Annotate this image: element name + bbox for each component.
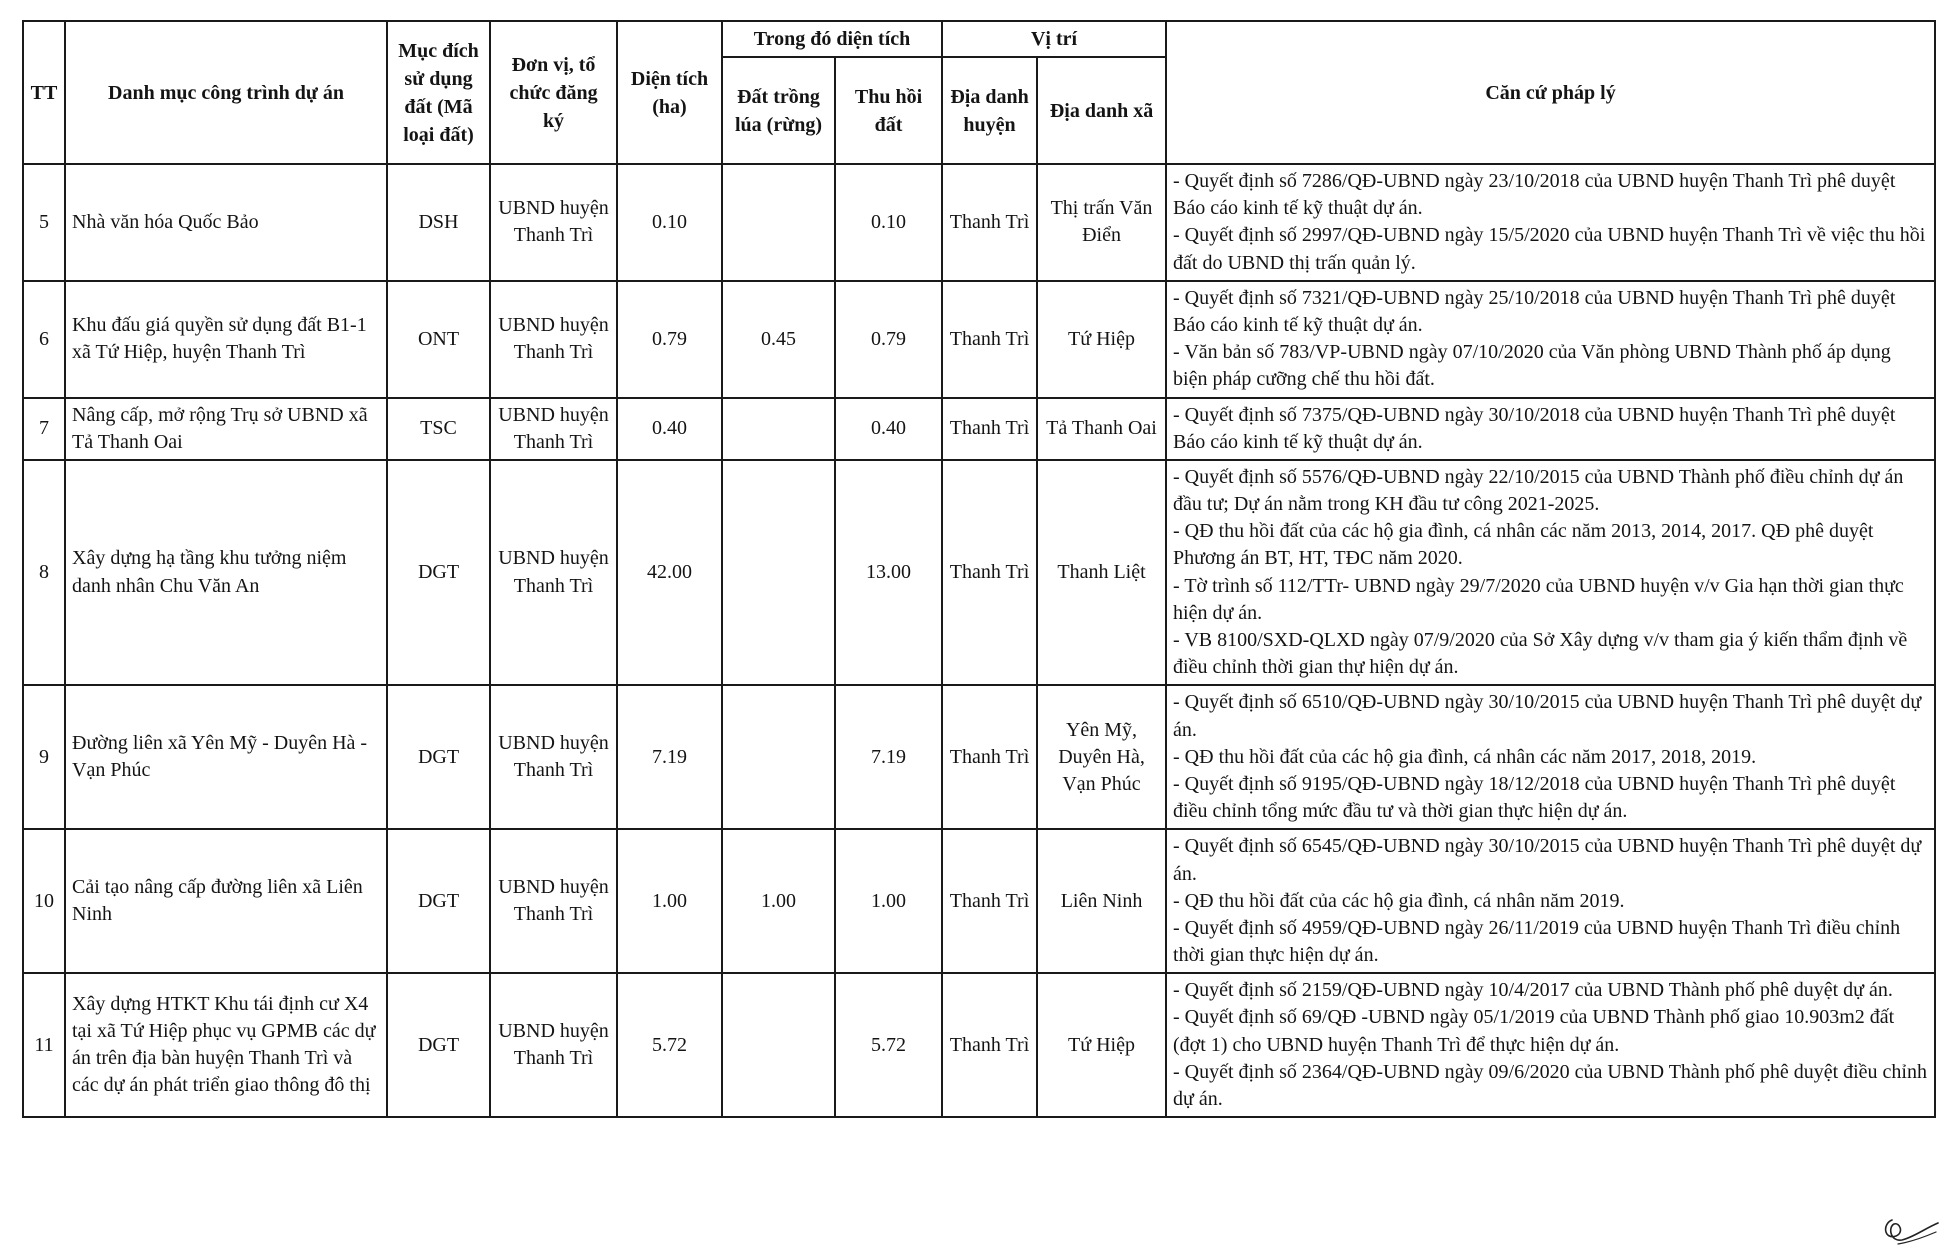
legal-basis-cell — [1166, 973, 1935, 1117]
header-commune: Địa danh xã — [1037, 57, 1166, 164]
registering-unit-cell: UBND huyện Thanh Trì — [490, 829, 617, 973]
commune-cell: Tứ Hiệp — [1037, 973, 1166, 1117]
header-purpose: Mục đích sử dụng đất (Mã loại đất) — [387, 21, 490, 164]
legal-basis-line: - Quyết định số 7286/QĐ-UBND ngày 23/10/2018 của UBND huyện Thanh Trì phê duyệt Báo cáo kinh tế kỹ thuật dự án. — [1173, 170, 1896, 220]
district-cell: Thanh Trì — [942, 281, 1037, 398]
land-use-code-cell: DGT — [387, 460, 490, 686]
commune-cell: Liên Ninh — [1037, 829, 1166, 973]
header-area: Diện tích (ha) — [617, 21, 722, 164]
legal-basis-cell — [1166, 398, 1935, 460]
recovered-land-area-cell: 1.00 — [835, 829, 942, 973]
area-cell: 0.10 — [617, 164, 722, 281]
district-cell: Thanh Trì — [942, 829, 1037, 973]
district-cell: Thanh Trì — [942, 973, 1037, 1117]
land-use-code-cell: DGT — [387, 829, 490, 973]
row-number-cell: 8 — [23, 460, 65, 686]
registering-unit-cell: UBND huyện Thanh Trì — [490, 281, 617, 398]
registering-unit-cell: UBND huyện Thanh Trì — [490, 460, 617, 686]
legal-basis-line: - Quyết định số 2364/QĐ-UBND ngày 09/6/2020 của UBND Thành phố phê duyệt điều chỉnh dự án. — [1173, 1060, 1927, 1110]
row-number-cell: 7 — [23, 398, 65, 460]
legal-basis-line: - Quyết định số 2159/QĐ-UBND ngày 10/4/2017 của UBND Thành phố phê duyệt dự án. — [1173, 979, 1893, 1002]
land-use-code-cell: DGT — [387, 973, 490, 1117]
project-name-cell: Đường liên xã Yên Mỹ - Duyên Hà - Vạn Phúc — [65, 685, 387, 829]
legal-basis-cell — [1166, 685, 1935, 829]
area-cell: 42.00 — [617, 460, 722, 686]
table-row — [23, 829, 1935, 973]
registering-unit-cell: UBND huyện Thanh Trì — [490, 685, 617, 829]
area-cell: 5.72 — [617, 973, 722, 1117]
legal-basis-line: - VB 8100/SXD-QLXD ngày 07/9/2020 của Sở Xây dựng v/v tham gia ý kiến thẩm định về điều chỉnh thời gian thự hiện dự án. — [1173, 629, 1908, 679]
legal-basis-line: - Quyết định số 2997/QĐ-UBND ngày 15/5/2020 của UBND huyện Thanh Trì về việc thu hồi đất do UBND thị trấn quản lý. — [1173, 224, 1926, 274]
legal-basis-line: - Văn bản số 783/VP-UBND ngày 07/10/2020 của Văn phòng UBND Thành phố áp dụng biện pháp cưỡng chế thu hồi đất. — [1173, 341, 1891, 391]
legal-basis-cell — [1166, 281, 1935, 398]
table-row — [23, 685, 1935, 829]
rice-land-area-cell: 0.45 — [722, 281, 835, 398]
recovered-land-area-cell: 5.72 — [835, 973, 942, 1117]
legal-basis-line: - Quyết định số 5576/QĐ-UBND ngày 22/10/2015 của UBND Thành phố điều chỉnh dự án đầu tư; Dự án nằm trong KH đầu tư công 2021-2025. — [1173, 465, 1904, 516]
header-rice-land: Đất trồng lúa (rừng) — [722, 57, 835, 164]
header-project: Danh mục công trình dự án — [65, 21, 387, 164]
rice-land-area-cell — [722, 398, 835, 460]
legal-basis-line: - Tờ trình số 112/TTr- UBND ngày 29/7/2020 của UBND huyện v/v Gia hạn thời gian thực hiện dự án. — [1173, 574, 1904, 624]
table-row — [23, 460, 1935, 686]
legal-basis-line: - Quyết định số 7321/QĐ-UBND ngày 25/10/2018 của UBND huyện Thanh Trì phê duyệt Báo cáo kinh tế kỹ thuật dự án. — [1173, 286, 1896, 336]
recovered-land-area-cell: 0.10 — [835, 164, 942, 281]
header-legal-basis: Căn cứ pháp lý — [1166, 21, 1935, 164]
header-recovered-land: Thu hồi đất — [835, 57, 942, 164]
row-number-cell: 6 — [23, 281, 65, 398]
header-within-area: Trong đó diện tích — [722, 21, 942, 57]
table-body — [23, 164, 1935, 1117]
registering-unit-cell: UBND huyện Thanh Trì — [490, 398, 617, 460]
project-name-cell: Xây dựng HTKT Khu tái định cư X4 tại xã Tứ Hiệp phục vụ GPMB các dự án trên địa bàn huyện Thanh Trì và các dự án phát triển giao thông đô thị — [65, 973, 387, 1117]
district-cell: Thanh Trì — [942, 164, 1037, 281]
land-use-code-cell: DGT — [387, 685, 490, 829]
legal-basis-line: - Quyết định số 6510/QĐ-UBND ngày 30/10/2015 của UBND huyện Thanh Trì phê duyệt dự án. — [1173, 691, 1922, 741]
project-name-cell: Nhà văn hóa Quốc Bảo — [65, 164, 387, 281]
header-location: Vị trí — [942, 21, 1166, 57]
legal-basis-cell — [1166, 460, 1935, 686]
commune-cell: Tả Thanh Oai — [1037, 398, 1166, 460]
legal-basis-line: - Quyết định số 6545/QĐ-UBND ngày 30/10/2015 của UBND huyện Thanh Trì phê duyệt dự án. — [1173, 835, 1922, 885]
recovered-land-area-cell: 7.19 — [835, 685, 942, 829]
commune-cell: Thị trấn Văn Điển — [1037, 164, 1166, 281]
rice-land-area-cell — [722, 685, 835, 829]
area-cell: 0.40 — [617, 398, 722, 460]
recovered-land-area-cell: 0.79 — [835, 281, 942, 398]
area-cell: 7.19 — [617, 685, 722, 829]
legal-basis-line: - Quyết định số 69/QĐ -UBND ngày 05/1/2019 của UBND Thành phố giao 10.903m2 đất (đợt 1) cho UBND huyện Thanh Trì để thực hiện dự án. — [1173, 1006, 1895, 1056]
recovered-land-area-cell: 13.00 — [835, 460, 942, 686]
district-cell: Thanh Trì — [942, 398, 1037, 460]
registering-unit-cell: UBND huyện Thanh Trì — [490, 164, 617, 281]
land-use-project-table — [22, 20, 1936, 1118]
legal-basis-line: - QĐ thu hồi đất của các hộ gia đình, cá nhân các năm 2017, 2018, 2019. — [1173, 745, 1757, 768]
table-row — [23, 281, 1935, 398]
legal-basis-cell — [1166, 829, 1935, 973]
land-use-code-cell: TSC — [387, 398, 490, 460]
area-cell: 1.00 — [617, 829, 722, 973]
row-number-cell: 10 — [23, 829, 65, 973]
project-name-cell: Xây dựng hạ tầng khu tưởng niệm danh nhân Chu Văn An — [65, 460, 387, 686]
rice-land-area-cell — [722, 460, 835, 686]
row-number-cell: 9 — [23, 685, 65, 829]
header-unit: Đơn vị, tổ chức đăng ký — [490, 21, 617, 164]
registering-unit-cell: UBND huyện Thanh Trì — [490, 973, 617, 1117]
row-number-cell: 11 — [23, 973, 65, 1117]
commune-cell: Yên Mỹ, Duyên Hà, Vạn Phúc — [1037, 685, 1166, 829]
table-row — [23, 398, 1935, 460]
table-row — [23, 973, 1935, 1117]
rice-land-area-cell — [722, 973, 835, 1117]
area-cell: 0.79 — [617, 281, 722, 398]
legal-basis-cell — [1166, 164, 1935, 281]
land-use-code-cell: DSH — [387, 164, 490, 281]
table-row — [23, 164, 1935, 281]
commune-cell: Tứ Hiệp — [1037, 281, 1166, 398]
rice-land-area-cell — [722, 164, 835, 281]
district-cell: Thanh Trì — [942, 685, 1037, 829]
header-tt: TT — [23, 21, 65, 164]
legal-basis-line: - Quyết định số 9195/QĐ-UBND ngày 18/12/2018 của UBND huyện Thanh Trì phê duyệt điều chỉnh tổng mức đầu tư và thời gian thực hiện dự án. — [1173, 772, 1896, 823]
rice-land-area-cell: 1.00 — [722, 829, 835, 973]
district-cell: Thanh Trì — [942, 460, 1037, 686]
project-name-cell: Cải tạo nâng cấp đường liên xã Liên Ninh — [65, 829, 387, 973]
legal-basis-line: - Quyết định số 4959/QĐ-UBND ngày 26/11/2019 của UBND huyện Thanh Trì điều chỉnh thời gian thực hiện dự án. — [1173, 916, 1901, 967]
legal-basis-line: - QĐ thu hồi đất của các hộ gia đình, cá nhân năm 2019. — [1173, 889, 1625, 912]
signature-mark — [1878, 1214, 1942, 1248]
legal-basis-line: - QĐ thu hồi đất của các hộ gia đình, cá nhân các năm 2013, 2014, 2017. QĐ phê duyệt Phương án BT, HT, TĐC năm 2020. — [1173, 520, 1874, 570]
recovered-land-area-cell: 0.40 — [835, 398, 942, 460]
row-number-cell: 5 — [23, 164, 65, 281]
project-name-cell: Nâng cấp, mở rộng Trụ sở UBND xã Tả Thanh Oai — [65, 398, 387, 460]
legal-basis-line: - Quyết định số 7375/QĐ-UBND ngày 30/10/2018 của UBND huyện Thanh Trì phê duyệt Báo cáo kinh tế kỹ thuật dự án. — [1173, 403, 1896, 453]
commune-cell: Thanh Liệt — [1037, 460, 1166, 686]
project-name-cell: Khu đấu giá quyền sử dụng đất B1-1 xã Tứ Hiệp, huyện Thanh Trì — [65, 281, 387, 398]
header-district: Địa danh huyện — [942, 57, 1037, 164]
land-use-code-cell: ONT — [387, 281, 490, 398]
